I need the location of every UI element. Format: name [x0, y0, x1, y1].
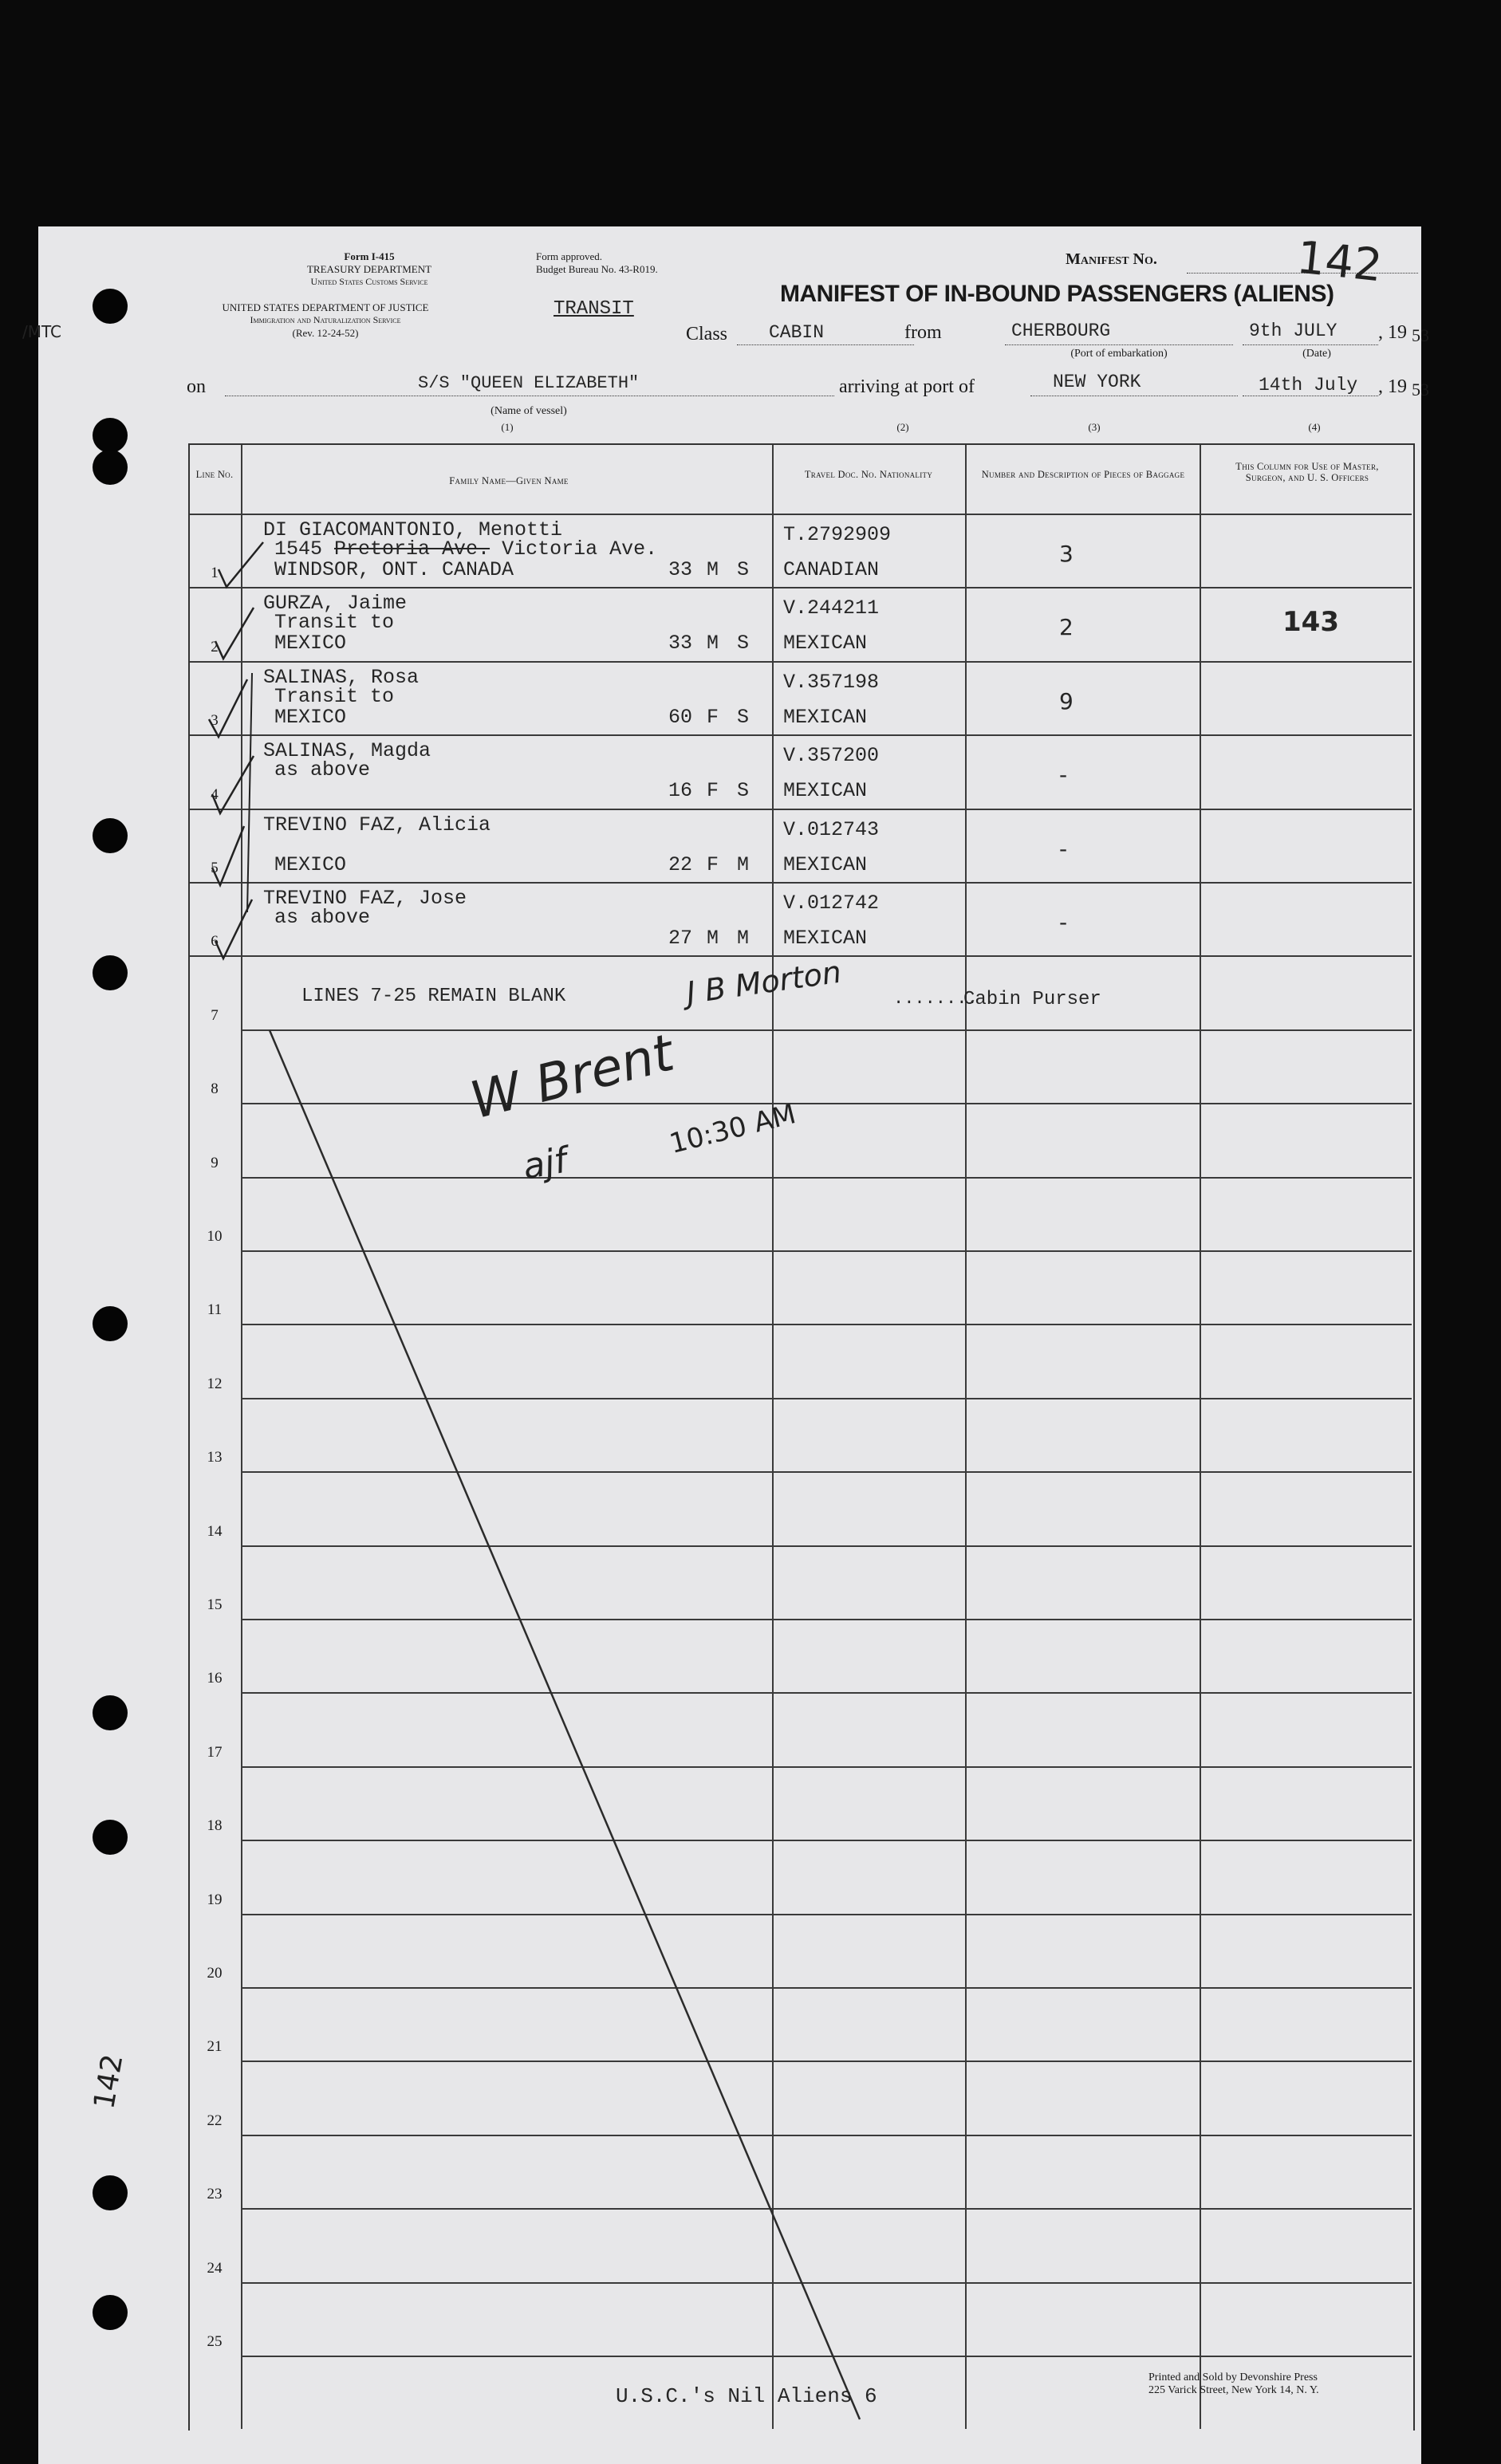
age: 22 — [668, 852, 693, 876]
column-number-1: (1) — [501, 421, 514, 433]
header-line-no: Line No. — [195, 469, 234, 480]
passenger-name: TREVINO FAZ, Jose — [263, 887, 467, 910]
nationality: MEXICAN — [783, 852, 868, 876]
date-caption: (Date) — [1302, 348, 1331, 360]
age: 16 — [668, 779, 693, 803]
budget-bureau: Budget Bureau No. 43-R019. — [536, 263, 658, 275]
class-label: Class — [686, 324, 728, 344]
check-marks — [38, 226, 1421, 2464]
address-line: as above — [274, 906, 371, 929]
marital-status: S — [737, 779, 750, 803]
purser-dots: ........ — [893, 989, 978, 1009]
on-label: on — [187, 376, 206, 397]
passenger-name: SALINAS, Magda — [263, 739, 431, 763]
line-number: 12 — [207, 1375, 223, 1392]
line-number: 24 — [207, 2259, 223, 2277]
baggage-count: - — [1059, 909, 1068, 935]
printer-line-2: 225 Varick Street, New York 14, N. Y. — [1148, 2384, 1319, 2396]
port-embarkation: CHERBOURG — [1011, 321, 1111, 341]
baggage-count: 2 — [1059, 614, 1074, 641]
line-number: 14 — [207, 1522, 223, 1540]
arriving-label: arriving at port of — [839, 376, 975, 397]
inspection-time: 10:30 AM — [666, 1098, 799, 1160]
port-embarkation-caption: (Port of embarkation) — [1070, 348, 1168, 360]
column-number-2: (2) — [896, 421, 909, 433]
travel-doc-number: V.357198 — [783, 670, 880, 694]
officer-signature: W Brent — [464, 1023, 680, 1132]
form-approved: Form approved. — [536, 250, 603, 262]
baggage-count: 9 — [1059, 687, 1074, 714]
manifest-number-handwritten: 142 — [1294, 231, 1385, 293]
vessel-name: S/S "QUEEN ELIZABETH" — [418, 373, 640, 393]
dept-treasury: TREASURY DEPARTMENT — [306, 263, 432, 275]
marital-status: S — [737, 632, 750, 655]
line-number: 2 — [211, 638, 219, 655]
line-number: 8 — [211, 1080, 219, 1098]
age: 27 — [668, 927, 693, 950]
passenger-name: GURZA, Jaime — [263, 592, 408, 616]
purser-signature: J B Morton — [684, 954, 844, 1011]
header-officers: This Column for Use of Master, Surgeon, and U. S. Officers — [1235, 461, 1379, 483]
header-name: Family Name—Given Name — [449, 475, 569, 486]
blank-lines-note: LINES 7-25 REMAIN BLANK — [301, 986, 566, 1007]
year1-suffix: 53 — [1412, 325, 1429, 345]
line-number: 6 — [211, 933, 219, 951]
dept-customs: United States Customs Service — [310, 276, 428, 287]
sex: M — [707, 632, 719, 655]
margin-note: 142 — [88, 2052, 130, 2112]
line-number: 4 — [211, 785, 219, 803]
arrival-date: 14th July — [1259, 375, 1358, 396]
line-number: 9 — [211, 1154, 219, 1171]
line-number: 7 — [211, 1006, 219, 1024]
manifest-title: MANIFEST OF IN-BOUND PASSENGERS (ALIENS) — [780, 281, 1334, 307]
line-number: 11 — [207, 1301, 223, 1319]
baggage-count: - — [1059, 762, 1068, 789]
mtc-note: /MTC — [22, 322, 62, 341]
line-number: 10 — [207, 1228, 223, 1245]
address-line: Transit to — [274, 611, 395, 635]
passenger-name: DI GIACOMANTONIO, Menotti — [263, 518, 563, 541]
destination: MEXICO — [274, 632, 347, 655]
purser-title: Cabin Purser — [963, 989, 1101, 1010]
vessel-caption: (Name of vessel) — [490, 405, 567, 417]
age: 33 — [668, 558, 693, 581]
destination: WINDSOR, ONT. CANADA — [274, 558, 514, 581]
age: 33 — [668, 632, 693, 655]
sex: M — [707, 927, 719, 950]
transit-stamp: TRANSIT — [554, 298, 634, 320]
dept-justice: UNITED STATES DEPARTMENT OF JUSTICE — [222, 301, 429, 313]
travel-doc-number: V.012743 — [783, 817, 880, 841]
travel-doc-number: T.2792909 — [783, 523, 892, 546]
printer-line-1: Printed and Sold by Devonshire Press — [1148, 2372, 1318, 2383]
destination: MEXICO — [274, 705, 347, 729]
line-number: 15 — [207, 1596, 223, 1613]
line-number: 19 — [207, 1891, 223, 1908]
passenger-name: SALINAS, Rosa — [263, 665, 420, 689]
address-struck: Pretoria Ave. — [334, 537, 490, 561]
nationality: MEXICAN — [783, 779, 868, 803]
address-line: 1545 — [274, 537, 335, 561]
address-line: as above — [274, 758, 371, 782]
sex: F — [707, 779, 719, 803]
column-number-4: (4) — [1308, 421, 1321, 433]
line-number: 20 — [207, 1965, 223, 1982]
line-number: 13 — [207, 1449, 223, 1466]
baggage-count: - — [1059, 835, 1068, 862]
line-number: 5 — [211, 860, 219, 876]
address-correction: Victoria Ave. — [490, 537, 658, 561]
line-number: 16 — [207, 1670, 223, 1687]
address-line: Transit to — [274, 684, 395, 708]
line-number: 18 — [207, 1817, 223, 1835]
form-revision: (Rev. 12-24-52) — [292, 327, 359, 339]
aliens-summary: U.S.C.'s Nil Aliens 6 — [616, 2384, 877, 2408]
officer-note: 143 — [1282, 606, 1339, 639]
header-travel-doc: Travel Doc. No. Nationality — [804, 469, 933, 480]
from-label: from — [904, 322, 942, 343]
nationality: MEXICAN — [783, 927, 868, 950]
line-number: 1 — [211, 565, 219, 582]
line-number: 22 — [207, 2112, 223, 2129]
column-number-3: (3) — [1088, 421, 1101, 433]
destination: MEXICO — [274, 852, 347, 876]
line-number: 25 — [207, 2333, 223, 2350]
embarkation-date: 9th JULY — [1249, 321, 1338, 341]
class-value: CABIN — [769, 322, 825, 343]
line-number: 21 — [207, 2038, 223, 2056]
marital-status: S — [737, 558, 750, 581]
manifest-label: Manifest No. — [1066, 250, 1157, 268]
marital-status: S — [737, 705, 750, 729]
line-number: 3 — [211, 712, 219, 730]
officer-initials: ajf — [519, 1140, 570, 1188]
nationality: MEXICAN — [783, 705, 868, 729]
year1-prefix: , 19 — [1378, 322, 1407, 343]
nationality: MEXICAN — [783, 632, 868, 655]
manifest-sheet — [22, 226, 1429, 2464]
marital-status: M — [737, 852, 750, 876]
marital-status: M — [737, 927, 750, 950]
line-number: 23 — [207, 2186, 223, 2203]
travel-doc-number: V.012742 — [783, 892, 880, 915]
year2-prefix: , 19 — [1378, 376, 1407, 397]
travel-doc-number: V.244211 — [783, 596, 880, 620]
line-number: 17 — [207, 1743, 223, 1761]
sex: M — [707, 558, 719, 581]
age: 60 — [668, 705, 693, 729]
travel-doc-number: V.357200 — [783, 744, 880, 768]
arrival-port: NEW YORK — [1053, 372, 1141, 392]
dept-ins: Immigration and Naturalization Service — [250, 314, 401, 325]
sex: F — [707, 705, 719, 729]
year2-suffix: 53 — [1412, 380, 1429, 400]
passenger-name: TREVINO FAZ, Alicia — [263, 813, 491, 836]
nationality: CANADIAN — [783, 558, 880, 581]
sex: F — [707, 852, 719, 876]
baggage-count: 3 — [1059, 541, 1074, 567]
form-number: Form I-415 — [344, 250, 395, 262]
header-baggage: Number and Description of Pieces of Baggage — [981, 469, 1185, 480]
